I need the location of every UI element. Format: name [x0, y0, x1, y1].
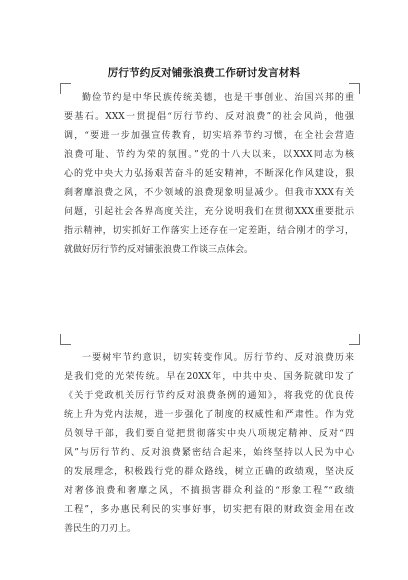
- paragraph-line: 一要树牢节约意识，切实转变作风。厉行节约、反对浪费历来: [82, 353, 354, 363]
- paragraph-line: 《关于党政机关厉行节约反对浪费条例的通知》，将我党的优良传: [64, 391, 354, 401]
- paragraph-line: 勤俭节约是中华民族传统美德，也是干事创业、治国兴邦的重: [82, 93, 354, 103]
- paragraph-line: 善民生的刀刃上。: [64, 524, 137, 534]
- paragraph-line: 心的党中央大力弘扬艰苦奋斗的延安精神，不断深化作风建设，狠: [64, 169, 354, 179]
- paragraph-line: 员领导干部，我们要自觉把贯彻落实中央八项规定精神、反对“四: [64, 429, 354, 439]
- paragraph-line: 浪费可耻、节约为荣的氛围。”党的十八大以来，以XXX同志为核: [64, 150, 354, 160]
- paragraph-line: 问题，引起社会各界高度关注，充分说明我们在贯彻XXX重要批示: [64, 207, 354, 217]
- paragraph-line: 风”与厉行节约、反对浪费紧密结合起来，始终坚持以人民为中心: [64, 448, 354, 458]
- frame-corner-bottom-right: [349, 334, 360, 345]
- paragraph-line: 调，“要进一步加强宣传教育，切实培养节约习惯，在全社会营造: [64, 131, 354, 141]
- paragraph-line: 统上升为党内法规，进一步强化了制度的权威性和严肃性。作为党: [64, 410, 354, 420]
- paragraph-line: 要基石。XXX一贯提倡“厉行节约、反对浪费”的社会风尚，他强: [64, 112, 354, 122]
- paragraph-line: 指示精神，切实抓好工作落实上还存在一定差距，结合刚才的学习，: [64, 226, 354, 236]
- document-title: 厉行节约反对铺张浪费工作研讨发言材料: [107, 67, 301, 79]
- paragraph-line: 对奢侈浪费和奢靡之风，不搞损害群众利益的“形象工程”“政绩: [64, 486, 354, 496]
- paragraph-line: 的发展理念，积极践行党的群众路线，树立正确的政绩观，坚决反: [64, 467, 354, 477]
- frame-corner-bottom-left: [60, 334, 71, 345]
- paragraph-2: [64, 349, 354, 539]
- paragraph-line: 工程”，多办惠民利民的实事好事，切实把有限的财政资金用在改: [64, 505, 354, 515]
- paragraph-line: 刹奢靡浪费之风，不少领域的浪费现象明显减少。但我市XXX有关: [64, 188, 354, 198]
- paragraph-line: 就做好厉行节约反对铺张浪费工作谈三点体会。: [64, 245, 254, 255]
- paragraph-1: [64, 89, 354, 260]
- paragraph-line: 是我们党的光荣传统。早在20XX年，中共中央、国务院就印发了: [64, 372, 354, 382]
